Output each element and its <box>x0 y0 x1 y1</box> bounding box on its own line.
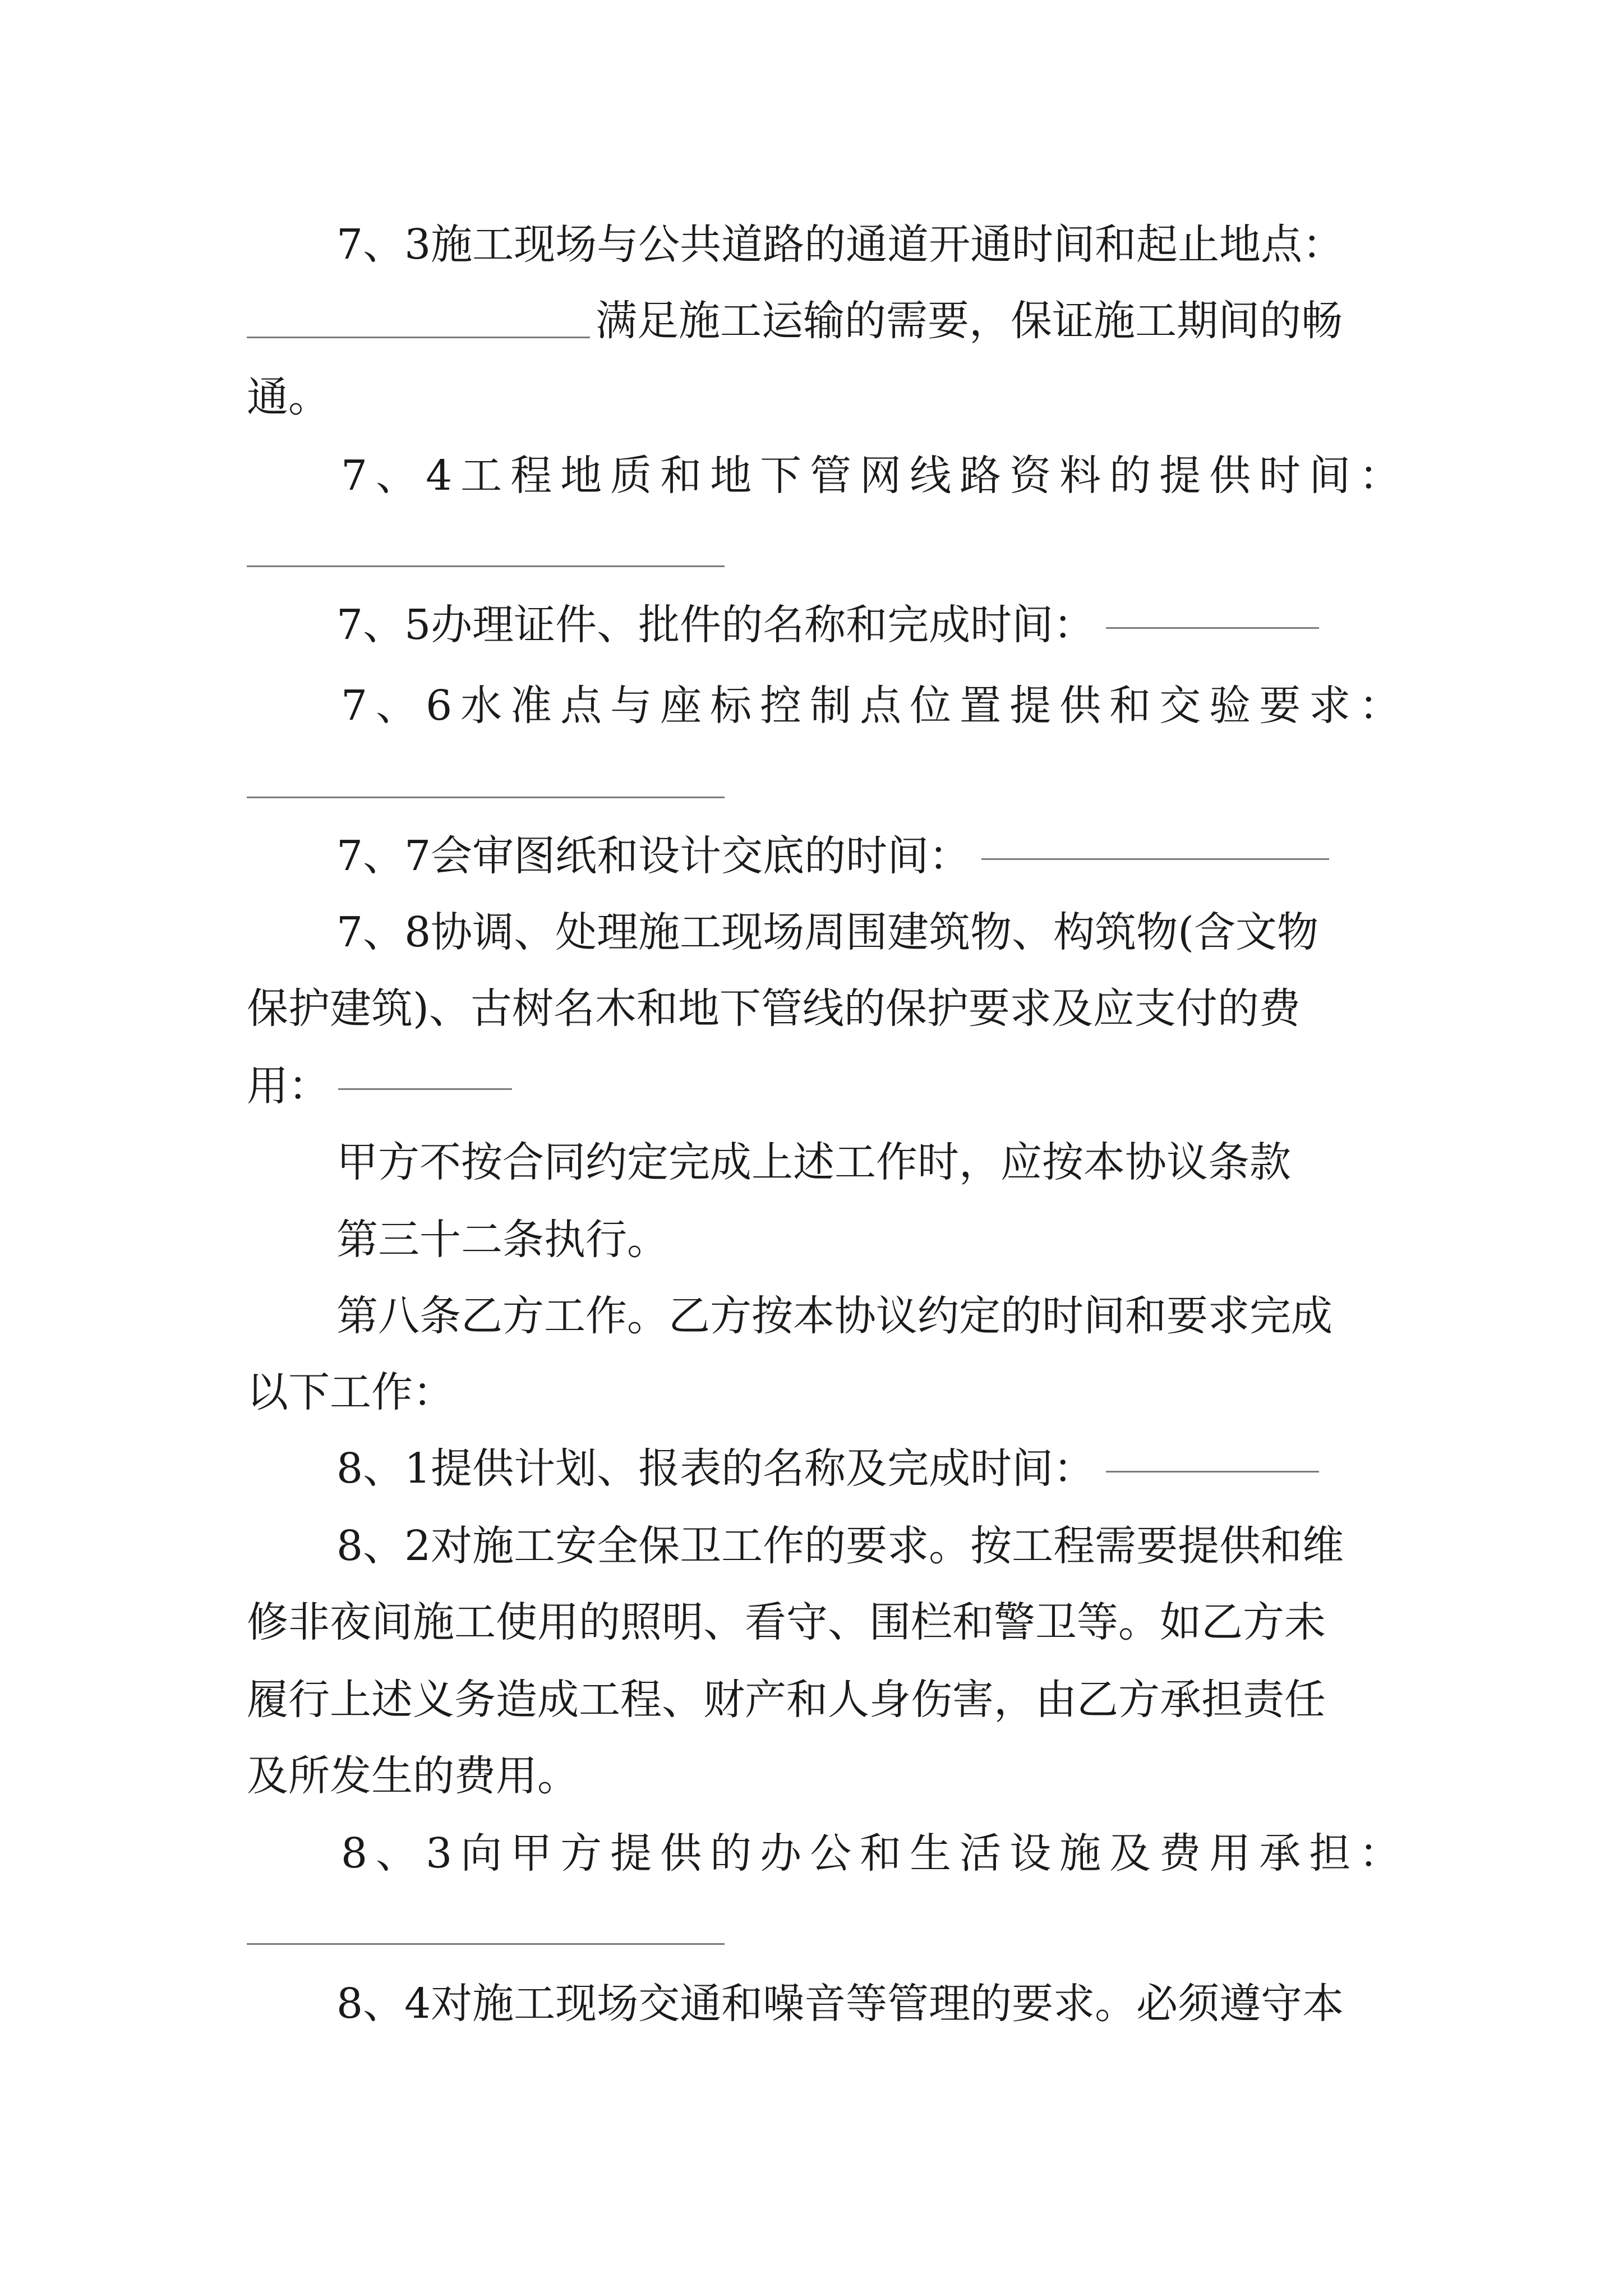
fill-in-blank <box>247 337 590 338</box>
clause-8-2-line-2: 修非夜间施工使用的照明、看守、围栏和警卫等。如乙方未 <box>247 1598 1326 1646</box>
clause-7-7-line-1 <box>336 828 1329 884</box>
clause-8-3-line-1: 8、3向甲方提供的办公和生活设施及费用承担： <box>341 1829 1409 1878</box>
clause-7-3-line-3: 通。 <box>247 373 330 421</box>
clause-7-5-text: 7、5办理证件、批件的名称和完成时间： <box>336 601 1095 649</box>
clause-7-6-line-1: 7、6水准点与座标控制点位置提供和交验要求： <box>341 682 1409 730</box>
clause-8-1-text: 8、1提供计划、报表的名称及完成时间： <box>336 1444 1095 1493</box>
clause-7-8-text: 用： <box>247 1062 330 1110</box>
fill-in-blank <box>1106 1471 1319 1473</box>
fill-in-blank <box>247 797 725 798</box>
clause-7-3-line-2: 满足施工运输的需要，保证施工期间的畅 <box>596 297 1343 345</box>
fill-in-blank <box>247 1943 725 1945</box>
clause-8-2-line-3: 履行上述义务造成工程、财产和人身伤害，由乙方承担责任 <box>247 1676 1326 1724</box>
article-8-line-1: 第八条乙方工作。乙方按本协议约定的时间和要求完成 <box>336 1292 1332 1340</box>
clause-7-8-line-2: 保护建筑)、古树名木和地下管线的保护要求及应支付的费 <box>247 984 1301 1033</box>
clause-8-2-line-1: 8、2对施工安全保卫工作的要求。按工程需要提供和维 <box>336 1522 1344 1570</box>
article-8-line-2: 以下工作： <box>247 1368 454 1416</box>
clause-8-1-line-1 <box>336 1441 1319 1497</box>
clause-7-4-line-1: 7、4工程地质和地下管网线路资料的提供时间： <box>341 452 1409 500</box>
clause-8-2-line-4: 及所发生的费用。 <box>247 1752 579 1800</box>
fill-in-blank <box>338 1088 512 1090</box>
clause-7-7-text: 7、7会审图纸和设计交底的时间： <box>336 832 971 880</box>
party-a-default-line-1: 甲方不按合同约定完成上述工作时，应按本协议条款 <box>336 1138 1291 1186</box>
fill-in-blank <box>1106 627 1319 629</box>
fill-in-blank <box>981 858 1329 860</box>
fill-in-blank <box>247 565 725 567</box>
clause-7-8-line-3 <box>247 1058 512 1114</box>
clause-7-8-line-1: 7、8协调、处理施工现场周围建筑物、构筑物(含文物 <box>336 908 1319 956</box>
clause-7-3-line-1: 7、3施工现场与公共道路的通道开通时间和起止地点： <box>336 220 1344 269</box>
party-a-default-line-2: 第三十二条执行。 <box>336 1216 668 1264</box>
clause-7-5-line-1 <box>336 597 1319 653</box>
clause-8-4-line-1: 8、4对施工现场交通和噪音等管理的要求。必须遵守本 <box>336 1980 1344 2028</box>
